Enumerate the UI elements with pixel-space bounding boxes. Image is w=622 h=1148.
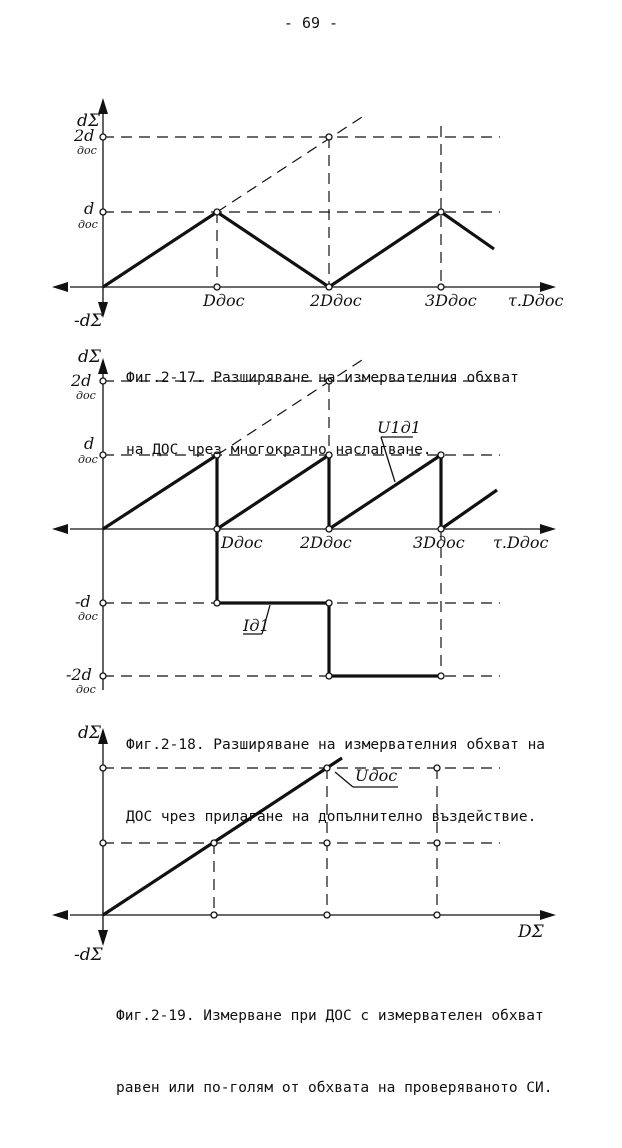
fig17-y-label: dΣ — [77, 111, 100, 131]
figure-2-17-caption — [126, 318, 519, 510]
figure-2-17 — [52, 98, 564, 331]
fig17-xtick-2: 2Dдос — [310, 291, 362, 310]
figure-2-18-caption — [126, 685, 545, 877]
fig18-left-arrow-icon — [52, 524, 68, 534]
fig17-sawtooth-curve — [103, 212, 494, 287]
fig18-tick-d-sub: дос — [78, 453, 98, 466]
caption-line: равен или по-голям от обхвата на проверяваното СИ. — [116, 1080, 553, 1096]
fig18-dot — [100, 673, 106, 679]
fig18-Id1-label: Iд1 — [243, 616, 270, 635]
caption-line: Фиг.2-17. Разширяване на измервателния обхват — [126, 370, 519, 386]
caption-line: Фиг.2-18. Разширяване на измервателния обхват на — [126, 737, 546, 753]
fig19-dot — [100, 765, 106, 771]
fig17-extension-line — [217, 117, 362, 212]
fig18-tick-neg-d: -d — [75, 592, 91, 611]
caption-line: Фиг.2-19. Измерване при ДОС с измервателен обхват — [116, 1008, 544, 1024]
fig17-x-axis-label: τ.Dдос — [508, 291, 564, 310]
fig17-tick-2d-sub: дос — [77, 144, 97, 157]
fig19-neg-label: -dΣ — [74, 945, 103, 965]
fig18-tick-neg-d-sub: дос — [78, 610, 98, 623]
fig18-dot — [326, 673, 332, 679]
fig19-y-label: dΣ — [78, 723, 101, 743]
fig18-U1d1-label: U1д1 — [377, 418, 421, 437]
caption-line: на ДОС чрез многократно наслагване. — [126, 442, 432, 458]
fig17-dot — [100, 134, 106, 140]
fig18-dot — [326, 600, 332, 606]
fig19-dot — [324, 912, 330, 918]
fig17-tick-d-sub: дос — [78, 218, 98, 231]
fig17-neg-label: -dΣ — [74, 311, 103, 331]
fig17-tick-2d: 2d — [74, 126, 95, 145]
fig18-tick-d: d — [84, 434, 95, 453]
fig19-x-axis-label: DΣ — [518, 922, 544, 942]
fig17-left-arrow-icon — [52, 282, 68, 292]
fig17-dot — [438, 209, 444, 215]
fig18-dot — [100, 452, 106, 458]
figure-2-19-caption — [116, 956, 553, 1148]
fig18-dot — [326, 526, 332, 532]
caption-line: ДОС чрез прилагане на допълнително въздействие. — [126, 809, 537, 825]
fig18-xtick-3: 3Dдос — [413, 533, 465, 552]
fig18-tick-2d-sub: дос — [76, 389, 96, 402]
fig18-dot — [214, 526, 220, 532]
fig19-dot — [434, 912, 440, 918]
fig19-dot — [211, 912, 217, 918]
fig18-tick-neg-2d: -2d — [66, 665, 92, 684]
fig18-xtick-1: Dдос — [221, 533, 263, 552]
fig19-dot — [100, 840, 106, 846]
fig17-dot — [326, 134, 332, 140]
fig18-tick-neg-2d-sub: дос — [76, 683, 96, 696]
fig18-dot — [214, 600, 220, 606]
fig17-dot — [214, 209, 220, 215]
fig17-dot — [326, 284, 332, 290]
fig17-xtick-1: Dдос — [203, 291, 245, 310]
fig17-dot — [438, 284, 444, 290]
fig18-dot — [100, 600, 106, 606]
fig17-dot — [214, 284, 220, 290]
fig18-y-label: dΣ — [78, 347, 101, 367]
fig17-xtick-3: 3Dдос — [425, 291, 477, 310]
fig19-U-dos-label: Uдос — [355, 766, 398, 785]
fig17-tick-d: d — [84, 199, 95, 218]
fig19-down-arrow-icon — [98, 930, 108, 946]
fig19-left-arrow-icon — [52, 910, 68, 920]
fig18-dot — [438, 526, 444, 532]
page-number: - 69 - — [283, 14, 339, 32]
fig18-xtick-2: 2Dдос — [300, 533, 352, 552]
fig18-dot — [100, 378, 106, 384]
fig19-right-arrow-icon — [540, 910, 556, 920]
fig17-dot — [100, 209, 106, 215]
fig18-tick-2d: 2d — [71, 371, 92, 390]
fig18-dot — [438, 673, 444, 679]
fig18-x-axis-label: τ.Dдос — [493, 533, 549, 552]
